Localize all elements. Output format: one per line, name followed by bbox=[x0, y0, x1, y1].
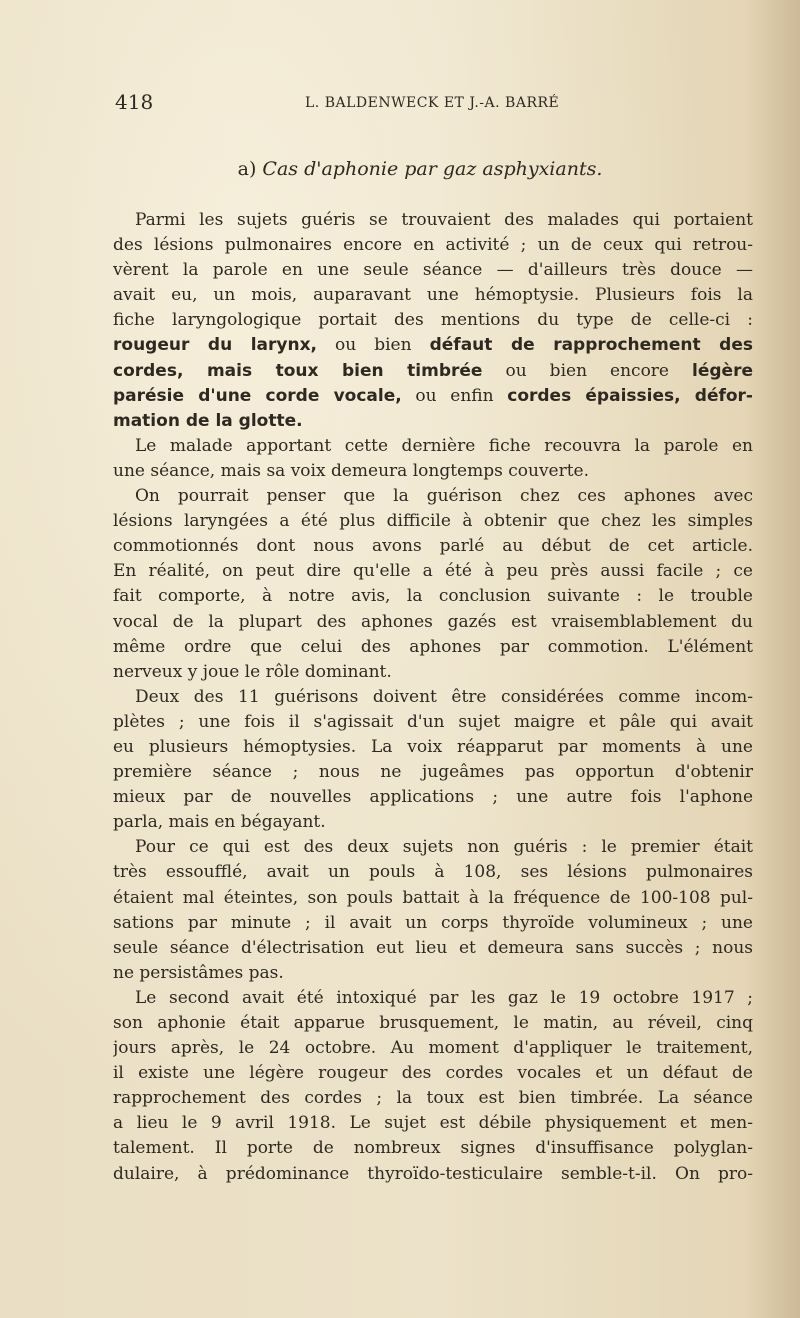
text-line: eu plusieurs hémoptysies. La voix réapparut par moments à une bbox=[113, 736, 753, 757]
text-line: fiche laryngologique portait des mentions du type de celle-ci : bbox=[113, 310, 753, 331]
section-title bbox=[0, 158, 800, 180]
text-line: parésie d'une corde vocale, ou enfin cordes épaissies, défor- bbox=[113, 385, 753, 406]
page-number: 418 bbox=[115, 90, 154, 114]
body-text bbox=[113, 208, 753, 1187]
page-header bbox=[115, 90, 752, 120]
text-line: son aphonie était apparue brusquement, le matin, au réveil, cinq bbox=[113, 1013, 753, 1033]
text-line: Parmi les sujets guéris se trouvaient des malades qui portaient bbox=[135, 210, 753, 230]
text-line: étaient mal éteintes, son pouls battait à la fréquence de 100-108 pul- bbox=[113, 887, 753, 908]
text-line: rapprochement des cordes ; la toux est bien timbrée. La séance bbox=[113, 1088, 753, 1109]
text-line: En réalité, on peut dire qu'elle a été à peu près aussi facile ; ce bbox=[113, 561, 753, 582]
text-line: nerveux y joue le rôle dominant. bbox=[113, 661, 392, 682]
section-label: a) bbox=[237, 158, 257, 180]
text-line: très essoufflé, avait un pouls à 108, ses lésions pulmonaires bbox=[113, 862, 753, 883]
text-line: On pourrait penser que la guérison chez ces aphones avec bbox=[135, 486, 753, 507]
text-line: une séance, mais sa voix demeura longtemps couverte. bbox=[113, 460, 590, 481]
text-line: cordes, mais toux bien timbrée ou bien encore légère bbox=[113, 360, 753, 381]
text-line: fait comporte, à notre avis, la conclusion suivante : le trouble bbox=[113, 586, 753, 607]
text-line: même ordre que celui des aphones par commotion. L'élément bbox=[113, 636, 753, 657]
text-line: mieux par de nouvelles applications ; une autre fois l'aphone bbox=[113, 787, 753, 808]
text-line: ne persistâmes pas. bbox=[113, 962, 284, 983]
text-line: vèrent la parole en une seule séance — d'ailleurs très douce — bbox=[113, 260, 753, 281]
text-line: il existe une légère rougeur des cordes vocales et un défaut de bbox=[113, 1063, 753, 1084]
text-line: lésions laryngées a été plus difficile à obtenir que chez les simples bbox=[113, 511, 753, 532]
text-line: dulaire, à prédominance thyroïdo-testiculaire semble-t-il. On pro- bbox=[113, 1163, 753, 1184]
text-line: mation de la glotte. bbox=[113, 410, 303, 431]
section-heading: Cas d'aphonie par gaz asphyxiants. bbox=[262, 158, 603, 180]
text-line: sations par minute ; il avait un corps thyroïde volumineux ; une bbox=[113, 912, 753, 933]
text-line: Le second avait été intoxiqué par les gaz le 19 octobre 1917 ; bbox=[135, 987, 753, 1008]
text-line: avait eu, un mois, auparavant une hémoptysie. Plusieurs fois la bbox=[113, 285, 753, 306]
text-line: vocal de la plupart des aphones gazés est vraisemblablement du bbox=[113, 611, 753, 632]
text-line: première séance ; nous ne jugeâmes pas opportun d'obtenir bbox=[113, 762, 753, 783]
text-line: parla, mais en bégayant. bbox=[113, 812, 326, 833]
text-line: talement. Il porte de nombreux signes d'insuffisance polyglan- bbox=[113, 1138, 753, 1159]
text-line: rougeur du larynx, ou bien défaut de rapprochement des bbox=[113, 335, 753, 356]
text-line: a lieu le 9 avril 1918. Le sujet est débile physiquement et men- bbox=[113, 1113, 753, 1134]
text-line: des lésions pulmonaires encore en activité ; un de ceux qui retrou- bbox=[113, 235, 753, 256]
text-line: Pour ce qui est des deux sujets non guéris : le premier était bbox=[135, 837, 753, 858]
text-line: commotionnés dont nous avons parlé au début de cet article. bbox=[113, 536, 753, 557]
text-line: plètes ; une fois il s'agissait d'un sujet maigre et pâle qui avait bbox=[113, 711, 753, 732]
text-line: Deux des 11 guérisons doivent être considérées comme incom- bbox=[135, 686, 753, 707]
text-line: Le malade apportant cette dernière fiche recouvra la parole en bbox=[135, 435, 753, 456]
text-line: jours après, le 24 octobre. Au moment d'appliquer le traitement, bbox=[113, 1038, 753, 1059]
running-head: L. BALDENWECK ET J.-A. BARRÉ bbox=[305, 95, 560, 111]
text-line: seule séance d'électrisation eut lieu et demeura sans succès ; nous bbox=[113, 937, 753, 958]
